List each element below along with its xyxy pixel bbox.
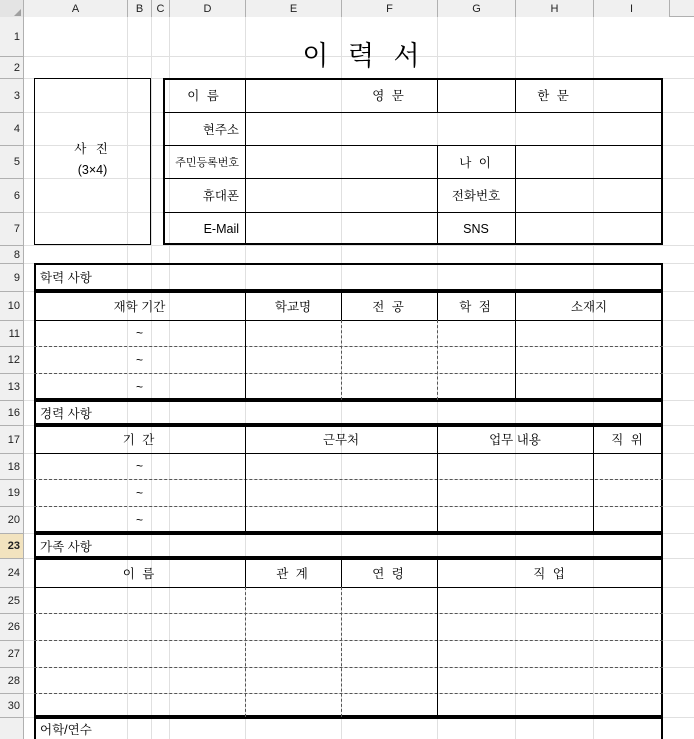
- section-heading-family: 가족 사항: [40, 539, 92, 554]
- label-phone: 전화번호: [451, 189, 501, 203]
- row-header-20[interactable]: 20: [0, 507, 23, 534]
- document-title: 이 력 서: [302, 40, 426, 71]
- photo-label-line2: (3×4): [77, 163, 108, 177]
- select-all-corner[interactable]: [0, 0, 24, 17]
- section-heading-language: 어학/연수: [40, 723, 92, 737]
- photo-label-line1: 사 진: [74, 142, 111, 156]
- column-header-I[interactable]: I: [594, 0, 670, 17]
- column-header-G[interactable]: G: [438, 0, 516, 17]
- row-header-4[interactable]: 4: [0, 113, 23, 146]
- label-sns: SNS: [463, 221, 489, 236]
- row-header-7[interactable]: 7: [0, 213, 23, 246]
- corner-triangle-icon: [14, 9, 21, 16]
- education-col-grade: 학 점: [459, 299, 493, 314]
- family-header-divider: [34, 587, 663, 588]
- row-header-bar: [0, 17, 24, 739]
- row-header-1[interactable]: 1: [0, 17, 23, 57]
- row-header-6[interactable]: 6: [0, 179, 23, 213]
- family-col-relation: 관 계: [276, 566, 310, 581]
- row-header-30[interactable]: 30: [0, 694, 23, 718]
- education-col-location: 소재지: [570, 299, 608, 314]
- education-col-period: 재학 기간: [113, 299, 166, 314]
- row-header-13[interactable]: 13: [0, 374, 23, 401]
- label-email: E-Mail: [203, 221, 239, 236]
- row-header-18[interactable]: 18: [0, 454, 23, 480]
- label-hanja: 한 문: [537, 89, 571, 103]
- education-col-divider-3: [437, 320, 438, 400]
- row-header-25[interactable]: 25: [0, 588, 23, 614]
- row-header-23[interactable]: 23: [0, 534, 23, 559]
- career-row-2-period[interactable]: ~: [135, 485, 143, 500]
- personal-col-divider-1: [245, 78, 246, 245]
- label-ssn: 주민등록번호: [175, 156, 239, 169]
- career-row-1-period[interactable]: ~: [135, 459, 143, 473]
- career-col-company: 근무처: [322, 433, 360, 447]
- label-age: 나 이: [459, 155, 493, 170]
- row-header-5[interactable]: 5: [0, 146, 23, 179]
- column-header-C[interactable]: C: [152, 0, 170, 17]
- column-header-E[interactable]: E: [246, 0, 342, 17]
- family-col-job: 직 업: [533, 566, 567, 581]
- label-address: 현주소: [202, 122, 239, 137]
- family-row-divider-3: [34, 667, 663, 668]
- row-header-17[interactable]: 17: [0, 426, 23, 454]
- row-header-16[interactable]: 16: [0, 401, 23, 426]
- row-header-28[interactable]: 28: [0, 668, 23, 694]
- row-header-8[interactable]: 8: [0, 246, 23, 264]
- education-row-2-period[interactable]: ~: [135, 352, 143, 367]
- row-header-2[interactable]: 2: [0, 57, 23, 79]
- row-header-9[interactable]: 9: [0, 264, 23, 292]
- column-header-F[interactable]: F: [342, 0, 438, 17]
- sheet-grid[interactable]: [24, 17, 694, 739]
- career-row-3-period[interactable]: ~: [135, 512, 143, 527]
- column-header-H[interactable]: H: [516, 0, 594, 17]
- column-header-bar: [0, 0, 694, 17]
- family-col-divider-2: [341, 587, 342, 717]
- education-col-school: 학교명: [274, 299, 312, 314]
- section-heading-education: 학력 사항: [40, 271, 92, 285]
- row-header-12[interactable]: 12: [0, 347, 23, 374]
- family-row-divider-4: [34, 693, 663, 694]
- column-header-A[interactable]: A: [24, 0, 128, 17]
- row-header-19[interactable]: 19: [0, 480, 23, 507]
- family-row-divider-1: [34, 613, 663, 614]
- career-col-period: 기 간: [122, 433, 157, 447]
- label-mobile: 휴대폰: [202, 189, 239, 203]
- section-heading-career: 경력 사항: [40, 406, 92, 421]
- education-col-divider-2: [341, 320, 342, 400]
- career-col-duty: 업무 내용: [489, 433, 541, 447]
- column-header-D[interactable]: D: [170, 0, 246, 17]
- personal-col-divider-2a: [437, 78, 438, 112]
- label-english: 영 문: [372, 89, 406, 103]
- education-col-major: 전 공: [372, 299, 406, 314]
- personal-col-divider-4: [515, 145, 516, 245]
- family-col-age: 연 령: [372, 566, 406, 581]
- row-header-27[interactable]: 27: [0, 641, 23, 668]
- column-header-B[interactable]: B: [128, 0, 152, 17]
- family-col-divider-1: [245, 587, 246, 717]
- label-name: 이 름: [187, 89, 221, 103]
- row-header-10[interactable]: 10: [0, 292, 23, 321]
- row-header-3[interactable]: 3: [0, 79, 23, 113]
- career-col-position: 직 위: [611, 433, 645, 447]
- row-header-24[interactable]: 24: [0, 559, 23, 588]
- family-col-name: 이 름: [122, 566, 157, 581]
- family-row-divider-2: [34, 640, 663, 641]
- row-header-11[interactable]: 11: [0, 321, 23, 347]
- row-header-26[interactable]: 26: [0, 614, 23, 641]
- education-row-3-period[interactable]: ~: [135, 379, 143, 394]
- education-row-1-period[interactable]: ~: [135, 326, 143, 340]
